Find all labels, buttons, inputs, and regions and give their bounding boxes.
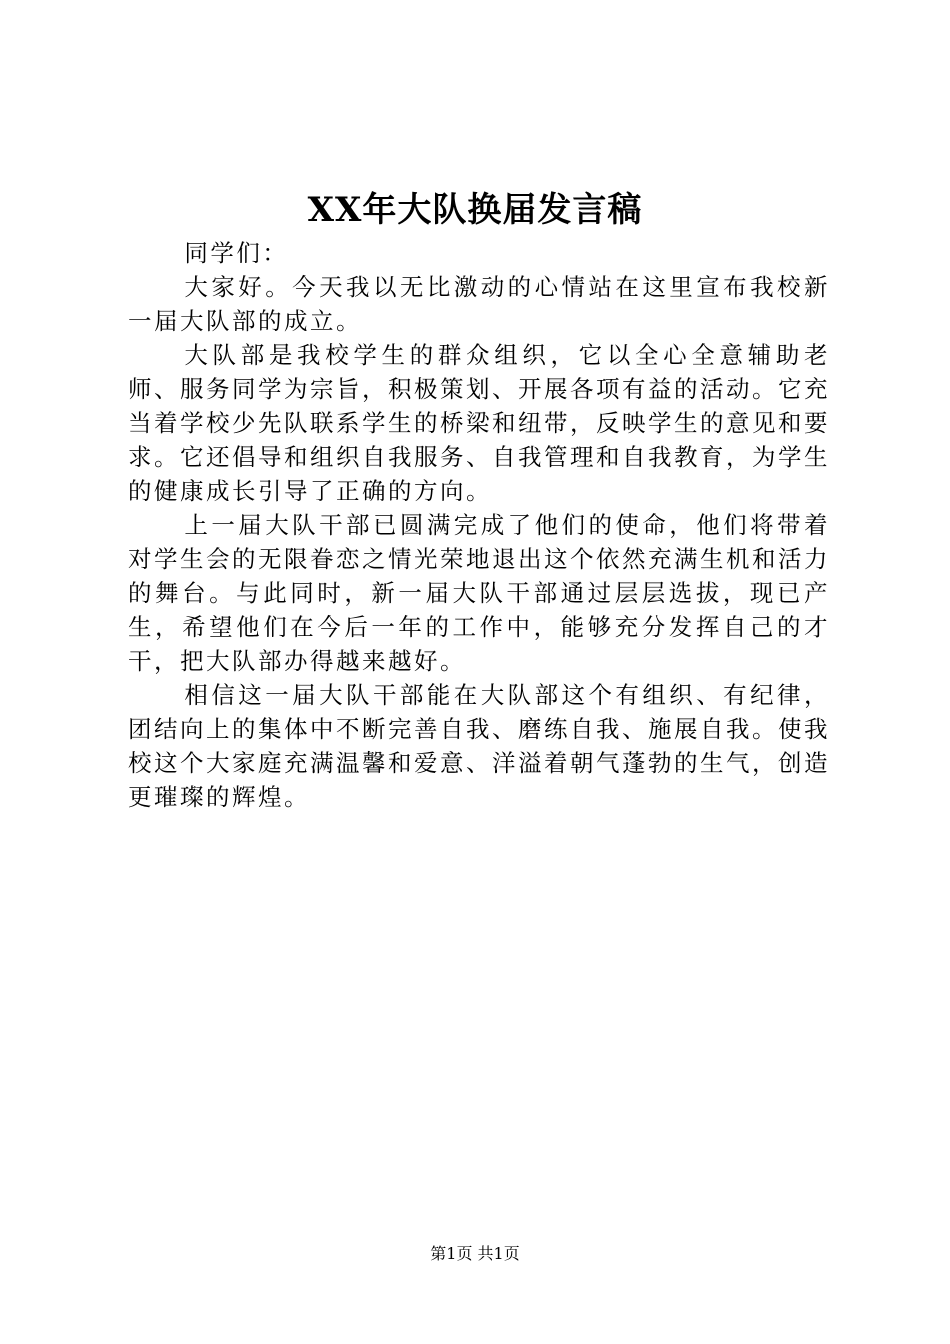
body-paragraph: 上一届大队干部已圆满完成了他们的使命，他们将带着对学生会的无限眷恋之情光荣地退出这个依然充满生机和活力的舞台。与此同时，新一届大队干部通过层层选拔，现已产生，希望他们在今后一年的工作中，能够充分发挥自己的才干，把大队部办得越来越好。 [128, 511, 830, 675]
body-paragraph: 相信这一届大队干部能在大队部这个有组织、有纪律，团结向上的集体中不断完善自我、磨练自我、施展自我。使我校这个大家庭充满温馨和爱意、洋溢着朝气蓬勃的生气，创造更璀璨的辉煌。 [128, 681, 830, 811]
salutation-paragraph: 同学们： [184, 239, 289, 267]
document-title: XX年大队换届发言稿 [307, 190, 643, 230]
page-number-footer: 第1页 共1页 [430, 1244, 520, 1263]
document-body [128, 236, 830, 814]
greeting-paragraph: 大家好。今天我以无比激动的心情站在这里宣布我校新一届大队部的成立。 [128, 273, 830, 335]
body-paragraph: 大队部是我校学生的群众组织，它以全心全意辅助老师、服务同学为宗旨，积极策划、开展各项有益的活动。它充当着学校少先队联系学生的桥梁和纽带，反映学生的意见和要求。它还倡导和组织自我服务、自我管理和自我教育，为学生的健康成长引导了正确的方向。 [128, 341, 830, 505]
